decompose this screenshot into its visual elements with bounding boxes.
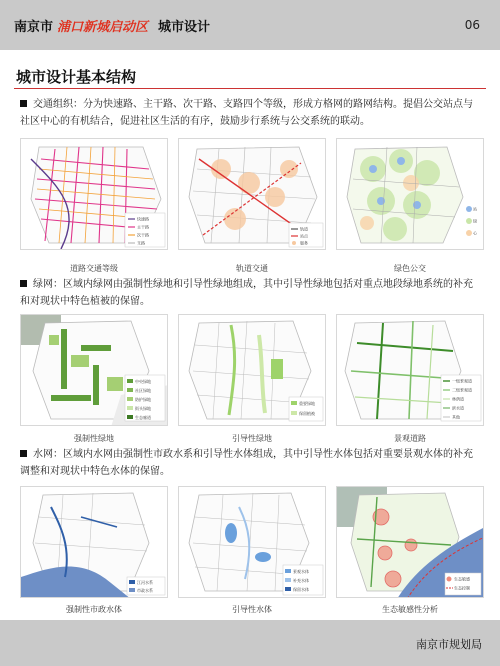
svg-text:保留水体: 保留水体 bbox=[293, 587, 309, 592]
caption-eco-sensitivity: 生态敏感性分析 bbox=[382, 605, 438, 614]
svg-text:轨道: 轨道 bbox=[300, 226, 308, 232]
section-title: 城市设计基本结构 bbox=[16, 68, 137, 86]
caption-road-hierarchy: 道路交通等级 bbox=[70, 264, 118, 273]
caption-guided-water: 引导性水体 bbox=[232, 605, 272, 614]
svg-text:市政水系: 市政水系 bbox=[137, 588, 153, 593]
svg-text:次干路: 次干路 bbox=[137, 232, 149, 238]
svg-text:站: 站 bbox=[473, 206, 477, 212]
road-hierarchy-map bbox=[20, 138, 168, 250]
footer-bar bbox=[0, 620, 500, 666]
rail-transit-map bbox=[178, 138, 326, 250]
svg-text:站点: 站点 bbox=[300, 233, 308, 239]
municipal-water-map bbox=[20, 486, 168, 598]
header-topic: 城市设计 bbox=[158, 20, 211, 35]
page-number: 06 bbox=[464, 18, 480, 32]
svg-text:保留植被: 保留植被 bbox=[299, 411, 315, 416]
caption-municipal-water: 强制性市政水体 bbox=[66, 605, 122, 614]
svg-text:服务: 服务 bbox=[300, 240, 308, 246]
green-bus-map bbox=[336, 138, 484, 250]
guided-water-map bbox=[178, 486, 326, 598]
caption-green-bus: 绿色公交 bbox=[394, 264, 426, 273]
svg-text:二级景观道: 二级景观道 bbox=[452, 387, 472, 393]
svg-text:其他: 其他 bbox=[452, 414, 460, 420]
traffic-text: 交通组织：分为快速路、主干路、次干路、支路四个等级，形成方格网的路网结构。提倡公交站点与社区中心的有机结合，促进社区生活的有序，鼓励步行系统与公交系统的联动。 bbox=[20, 99, 473, 127]
caption-mandatory-green: 强制性绿地 bbox=[74, 434, 114, 443]
guided-green-map bbox=[178, 314, 326, 426]
footer-agency: 南京市规划局 bbox=[416, 638, 482, 651]
header-bar bbox=[0, 0, 500, 50]
svg-text:防护绿地: 防护绿地 bbox=[135, 397, 151, 402]
water-text: 水网：区域内水网由强制性市政水系和引导性水体组成，其中引导性水体包括对重要景观水体的补充调整和对现状中特色水体的保留。 bbox=[20, 449, 473, 477]
landscape-road-map bbox=[336, 314, 484, 426]
svg-text:生态控制: 生态控制 bbox=[454, 585, 470, 591]
svg-text:补充水体: 补充水体 bbox=[293, 578, 309, 583]
caption-guided-green: 引导性绿地 bbox=[232, 434, 272, 443]
svg-text:江河水系: 江河水系 bbox=[137, 580, 153, 585]
header-district: 浦口新城启动区 bbox=[57, 20, 149, 35]
section-divider bbox=[14, 88, 486, 89]
traffic-paragraph bbox=[20, 96, 482, 130]
bullet-icon bbox=[20, 280, 27, 287]
svg-text:街头绿地: 街头绿地 bbox=[135, 406, 151, 411]
svg-text:一级景观道: 一级景观道 bbox=[452, 378, 472, 384]
svg-text:快速路: 快速路 bbox=[137, 216, 149, 222]
svg-text:林荫道: 林荫道 bbox=[452, 396, 464, 402]
caption-rail-transit: 轨道交通 bbox=[236, 264, 268, 273]
svg-text:滨水道: 滨水道 bbox=[452, 405, 464, 411]
caption-landscape-road: 景观道路 bbox=[394, 434, 426, 443]
svg-text:主干路: 主干路 bbox=[137, 224, 149, 230]
svg-text:重要绿地: 重要绿地 bbox=[299, 401, 315, 406]
bullet-icon bbox=[20, 450, 27, 457]
green-text: 绿网：区域内绿网由强制性绿地和引导性绿地组成，其中引导性绿地包括对重点地段绿地系统的补充和对现状中特色植被的保留。 bbox=[20, 279, 473, 307]
eco-sensitivity-map bbox=[336, 486, 484, 598]
svg-text:心: 心 bbox=[473, 230, 477, 236]
header-city: 南京市 bbox=[14, 20, 54, 35]
svg-text:支路: 支路 bbox=[137, 240, 145, 246]
svg-text:中央绿地: 中央绿地 bbox=[135, 379, 151, 384]
svg-text:社区绿地: 社区绿地 bbox=[135, 388, 151, 393]
mandatory-green-map bbox=[20, 314, 168, 426]
header-title bbox=[14, 16, 210, 35]
green-paragraph bbox=[20, 276, 482, 310]
svg-text:景观水体: 景观水体 bbox=[293, 569, 309, 574]
bullet-icon bbox=[20, 100, 27, 107]
svg-text:生态廊道: 生态廊道 bbox=[135, 415, 151, 420]
svg-text:生态敏感: 生态敏感 bbox=[454, 576, 470, 582]
water-paragraph bbox=[20, 446, 482, 480]
svg-text:绿: 绿 bbox=[473, 218, 477, 224]
